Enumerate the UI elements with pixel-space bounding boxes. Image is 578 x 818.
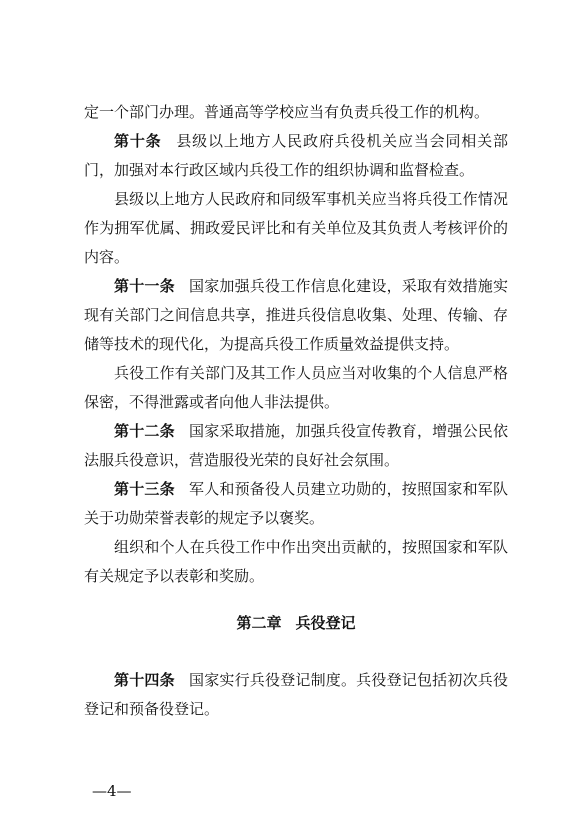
paragraph	[84, 417, 508, 475]
body-text-block	[84, 98, 508, 591]
chapter-heading	[84, 612, 508, 633]
paragraph	[84, 272, 508, 359]
paragraph	[84, 127, 508, 185]
article-number: 第十三条	[114, 480, 175, 498]
paragraph	[84, 533, 508, 591]
article-number: 第十一条	[114, 277, 175, 295]
paragraph	[84, 185, 508, 272]
paragraph-text: 县级以上地方人民政府兵役机关应当会同相关部门，加强对本行政区域内兵役工作的组织协调和监督检查。	[84, 132, 508, 179]
paragraph-text: 国家加强兵役工作信息化建设，采取有效措施实现有关部门之间信息共享，推进兵役信息收集、处理、传输、存储等技术的现代化，为提高兵役工作质量效益提供支持。	[84, 277, 508, 353]
article-number: 第十四条	[114, 671, 175, 689]
paragraph	[84, 359, 508, 417]
paragraph	[84, 98, 508, 127]
article-number: 第十二条	[114, 422, 175, 440]
paragraph-text: 县级以上地方人民政府和同级军事机关应当将兵役工作情况作为拥军优属、拥政爱民评比和有关单位及其负责人考核评价的内容。	[84, 190, 508, 266]
article-number: 第十条	[114, 132, 162, 150]
body-text-block-2	[84, 666, 508, 724]
paragraph-text: 组织和个人在兵役工作中作出突出贡献的，按照国家和军队有关规定予以表彰和奖励。	[84, 538, 508, 585]
paragraph-text: 国家采取措施，加强兵役宣传教育，增强公民依法服兵役意识，营造服役光荣的良好社会氛围。	[84, 422, 508, 469]
paragraph-text: 国家实行兵役登记制度。兵役登记包括初次兵役登记和预备役登记。	[84, 671, 508, 718]
paragraph-text: 定一个部门办理。普通高等学校应当有负责兵役工作的机构。	[84, 103, 490, 121]
chapter-title: 兵役登记	[295, 614, 356, 632]
chapter-number: 第二章	[236, 614, 282, 632]
paragraph-text: 军人和预备役人员建立功勋的，按照国家和军队关于功勋荣誉表彰的规定予以褒奖。	[84, 480, 508, 527]
paragraph	[84, 666, 508, 724]
page-number: —4—	[92, 782, 132, 800]
paragraph-text: 兵役工作有关部门及其工作人员应当对收集的个人信息严格保密，不得泄露或者向他人非法提供。	[84, 364, 508, 411]
paragraph	[84, 475, 508, 533]
